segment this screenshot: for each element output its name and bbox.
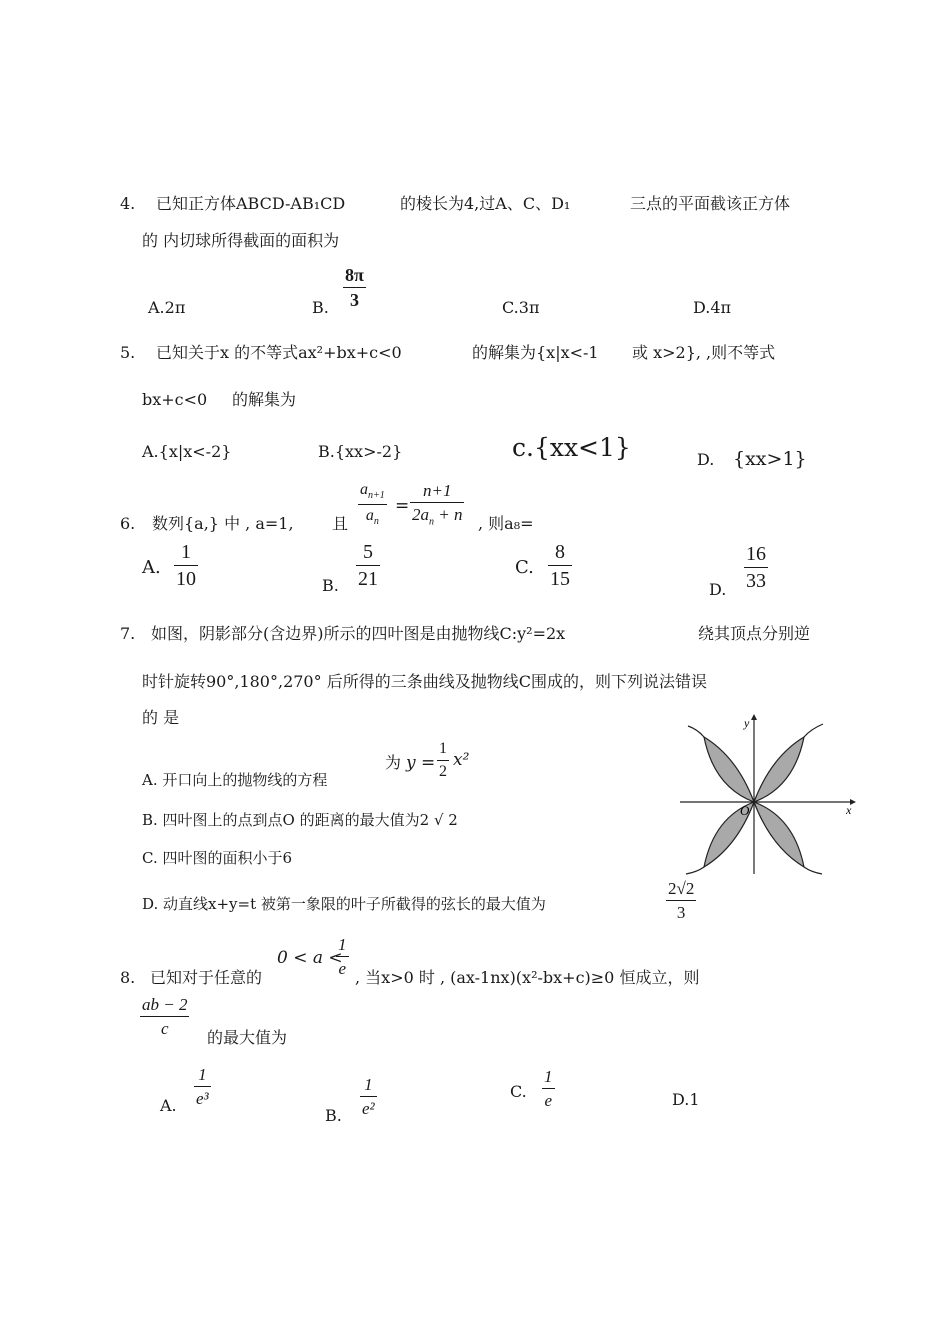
q7-option-a-eq-prefix: 为 bbox=[385, 753, 402, 772]
q6-option-a[interactable]: A. bbox=[142, 557, 161, 578]
q4-option-b[interactable]: B. bbox=[312, 298, 329, 317]
q8-condition-prefix: 0 < a < bbox=[277, 948, 343, 968]
q6-option-a-fraction: 1 10 bbox=[176, 541, 196, 590]
q8-option-a-fraction: 1 e³ bbox=[196, 1065, 209, 1108]
q6-equation-right: n+1 $2a_n + n$ bbox=[412, 481, 463, 528]
q8-expression-fraction: ab − 2 c bbox=[142, 995, 188, 1038]
q6-text: , 则a₈= bbox=[478, 514, 534, 533]
q4-number: 4. bbox=[120, 194, 136, 213]
q7-text: 的 是 bbox=[142, 708, 180, 727]
q7-option-b[interactable]: B. 四叶图上的点到点O 的距离的最大值为2 √ 2 bbox=[142, 811, 458, 829]
q7-option-d-fraction: 2√2 3 bbox=[668, 879, 695, 922]
q7-text: 如图，阴影部分(含边界)所示的四叶图是由抛物线C:y²=2x bbox=[151, 624, 566, 643]
q6-option-c[interactable]: C. bbox=[515, 557, 534, 578]
q5-option-c[interactable]: c.{xx<1} bbox=[512, 433, 631, 462]
q6-number: 6. bbox=[120, 514, 136, 533]
q6-text: 数列{a,} 中 , a=1, bbox=[152, 514, 294, 533]
q8-option-b[interactable]: B. bbox=[325, 1106, 342, 1125]
q5-option-d-label[interactable]: D. bbox=[697, 450, 715, 469]
q7-option-c[interactable]: C. 四叶图的面积小于6 bbox=[142, 849, 293, 867]
q6-text: 且 bbox=[332, 514, 349, 533]
q5-option-a[interactable]: A.{x|x<-2} bbox=[142, 442, 232, 461]
q5-text: 或 x>2}, ,则不等式 bbox=[632, 343, 776, 362]
q5-text: 的解集为 bbox=[232, 390, 297, 409]
q6-option-c-fraction: 8 15 bbox=[550, 541, 570, 590]
q7-text: 时针旋转90°,180°,270° 后所得的三条曲线及抛物线C围成的，则下列说法错误 bbox=[142, 672, 707, 691]
q6-equation-equals: = bbox=[395, 496, 410, 516]
q6-option-d[interactable]: D. bbox=[709, 580, 727, 599]
q8-option-a[interactable]: A. bbox=[160, 1096, 177, 1115]
q7-option-d[interactable]: D. 动直线x+y=t 被第一象限的叶子所截得的弦长的最大值为 bbox=[142, 895, 546, 913]
figure-x-label: x bbox=[846, 803, 852, 817]
q5-text: bx+c<0 bbox=[142, 390, 208, 409]
q4-text: 三点的平面截该正方体 bbox=[630, 194, 791, 213]
q6-option-d-fraction: 16 33 bbox=[746, 543, 766, 592]
leaf-upper-right bbox=[754, 737, 804, 802]
q7-text: 绕其顶点分别逆 bbox=[698, 624, 811, 643]
q8-condition-fraction: 1 e bbox=[338, 935, 347, 978]
q7-number: 7. bbox=[120, 624, 136, 643]
leaf-upper-left bbox=[704, 737, 754, 802]
q8-option-c-fraction: 1 e bbox=[544, 1067, 553, 1110]
q5-text: 的解集为{x|x<-1 bbox=[472, 343, 599, 362]
figure-y-label: y bbox=[744, 716, 750, 730]
q4-option-c[interactable]: C.3π bbox=[502, 298, 540, 317]
q8-text: , 当x>0 时 , (ax-1nx)(x²-bx+c)≥0 恒成立，则 bbox=[355, 968, 700, 987]
q5-text: 已知关于x 的不等式ax²+bx+c<0 bbox=[156, 343, 402, 362]
q4-option-b-fraction: 8π 3 bbox=[345, 265, 364, 310]
four-leaf-figure bbox=[676, 712, 856, 877]
q6-option-b-fraction: 5 21 bbox=[358, 541, 378, 590]
q4-text: 的棱长为4,过A、C、D₁ bbox=[400, 194, 571, 213]
q6-equation-left: $a_{n+1}$ $a_n$ bbox=[360, 481, 385, 528]
q5-option-b[interactable]: B.{xx>-2} bbox=[318, 442, 403, 461]
q4-option-d[interactable]: D.4π bbox=[693, 298, 732, 317]
leaf-lower-right bbox=[754, 802, 804, 867]
figure-origin-label: O bbox=[740, 803, 750, 818]
q4-option-a[interactable]: A.2π bbox=[148, 298, 186, 317]
q5-number: 5. bbox=[120, 343, 136, 362]
q8-option-d[interactable]: D.1 bbox=[672, 1090, 700, 1109]
q8-number: 8. bbox=[120, 968, 136, 987]
q4-text: 已知正方体ABCD-AB₁CD bbox=[156, 194, 346, 213]
q7-option-a-eq-x: x² bbox=[453, 750, 470, 770]
q8-text: 已知对于任意的 bbox=[150, 968, 263, 987]
q7-option-a-eq-y: y = bbox=[406, 753, 436, 773]
q4-text: 的 内切球所得截面的面积为 bbox=[142, 231, 340, 250]
q8-option-c[interactable]: C. bbox=[510, 1082, 527, 1101]
q8-option-b-fraction: 1 e² bbox=[362, 1075, 375, 1118]
q7-option-a[interactable]: A. 开口向上的抛物线的方程 bbox=[142, 771, 328, 789]
q6-option-b[interactable]: B. bbox=[322, 576, 339, 595]
q8-text: 的最大值为 bbox=[207, 1028, 288, 1047]
q5-option-d[interactable]: {xx>1} bbox=[733, 448, 807, 470]
q7-option-a-fraction: 1 2 bbox=[439, 740, 447, 780]
